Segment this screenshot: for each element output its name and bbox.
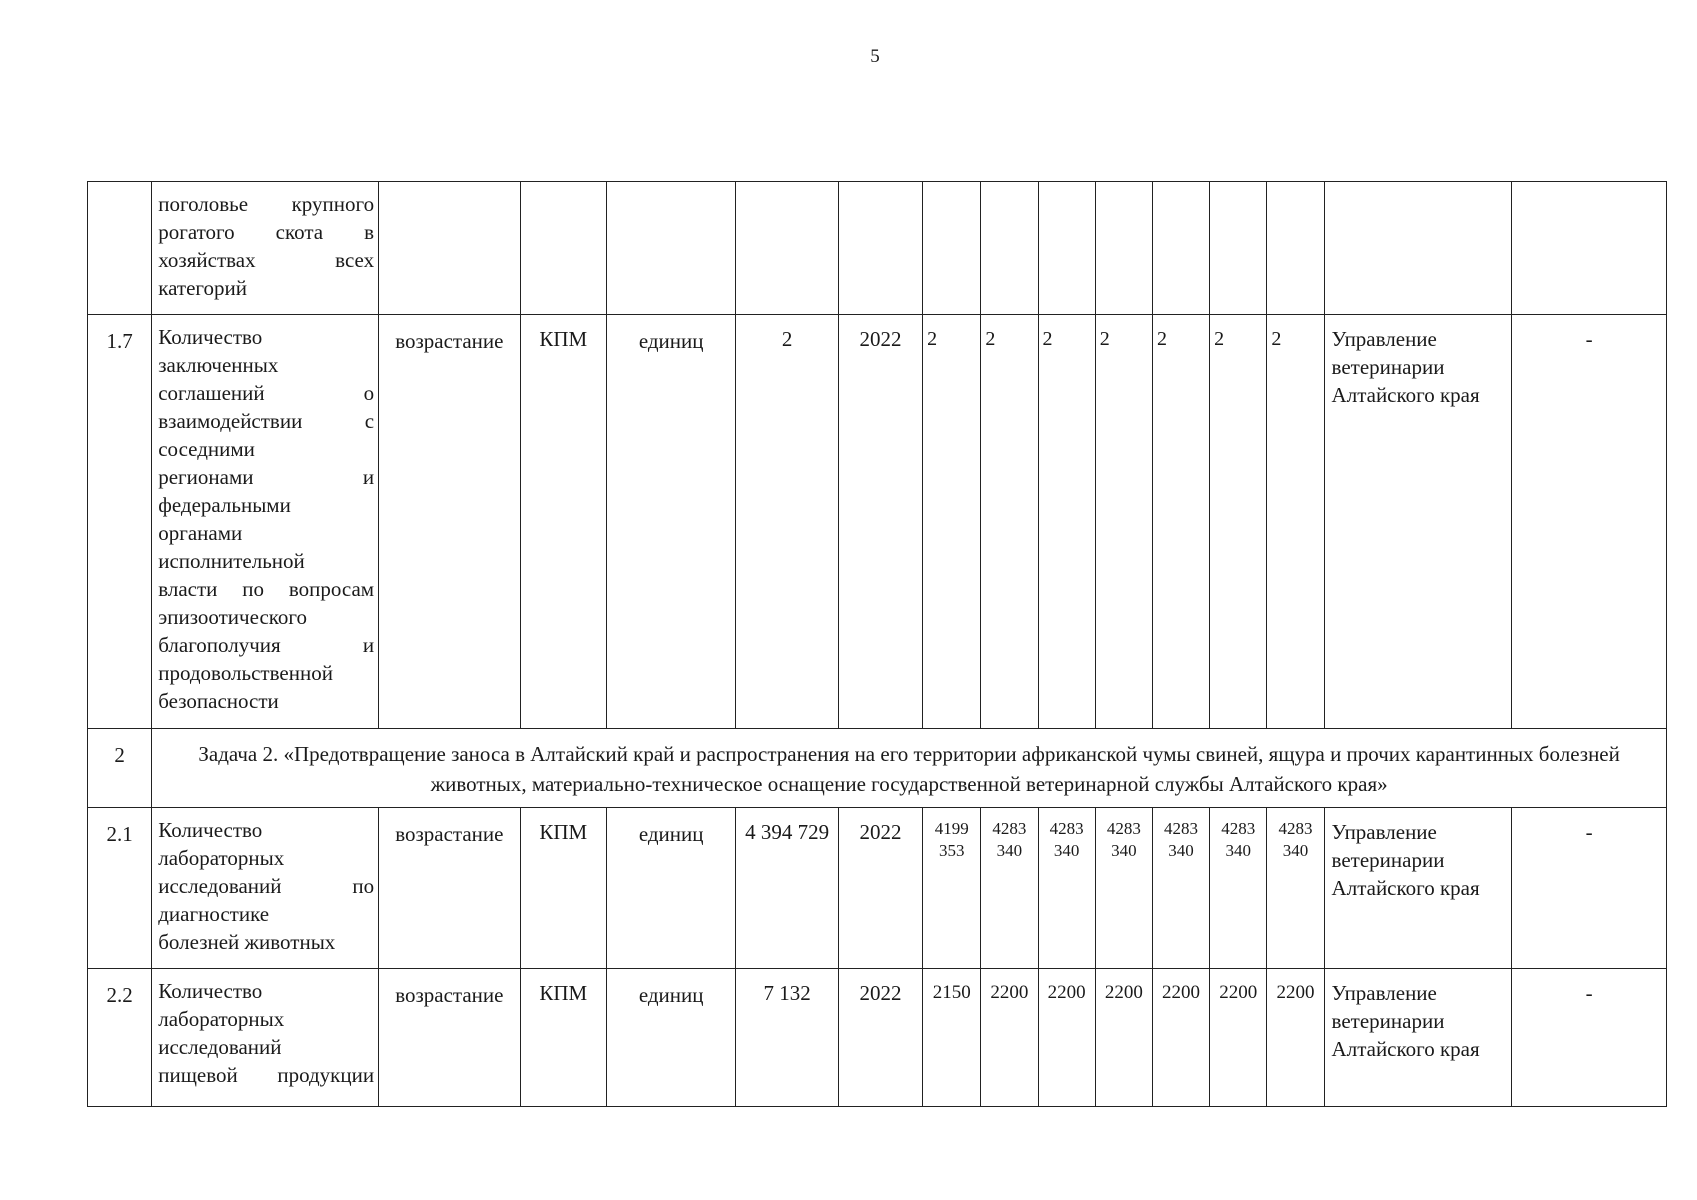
cell-value: 2 xyxy=(981,315,1038,729)
cell-unit xyxy=(606,182,735,315)
cell-source: КПМ xyxy=(520,808,606,969)
indicator-name-word: скота xyxy=(275,220,324,244)
indicator-name-word: власти xyxy=(158,577,218,601)
cell-base-year: 2022 xyxy=(838,969,922,1107)
cell-value: 2200 xyxy=(981,969,1038,1107)
table-row-2-2 xyxy=(88,969,1667,1107)
cell-num: 2 xyxy=(88,729,152,808)
indicator-name-word: в xyxy=(364,220,375,244)
cell-value xyxy=(1095,182,1152,315)
cell-indicator-name xyxy=(152,182,379,315)
indicator-name-word: заключенных xyxy=(158,353,279,377)
indicator-name-word: и xyxy=(362,465,375,489)
cell-value: 2200 xyxy=(1210,969,1267,1107)
cell-indicator-name xyxy=(152,315,379,729)
cell-direction: возрастание xyxy=(379,315,521,729)
indicator-name-line xyxy=(158,274,374,302)
indicator-name-word: Количество xyxy=(158,818,263,842)
indicator-name-line xyxy=(158,928,374,956)
indicator-name-word: взаимодействии xyxy=(158,409,303,433)
indicator-name-word: соседними xyxy=(158,437,255,461)
indicator-name-line xyxy=(158,246,374,274)
indicator-name-line xyxy=(158,218,374,246)
cell-value: 2200 xyxy=(1095,969,1152,1107)
cell-value: 2 xyxy=(923,315,981,729)
cell-indicator-name xyxy=(152,808,379,969)
cell-value: 2 xyxy=(1267,315,1324,729)
indicator-name-word: лабораторных xyxy=(158,1007,285,1031)
cell-responsible: Управление ветеринарии Алтайского края xyxy=(1324,315,1512,729)
cell-value: 2200 xyxy=(1038,969,1095,1107)
cell-base-value: 7 132 xyxy=(736,969,838,1107)
indicator-name-line xyxy=(158,603,374,631)
indicator-name-line xyxy=(158,351,374,379)
cell-unit: единиц xyxy=(606,969,735,1107)
indicator-name-line xyxy=(158,1005,374,1033)
cell-value: 2 xyxy=(1038,315,1095,729)
indicator-name-line xyxy=(158,491,374,519)
indicator-name-word: с xyxy=(364,409,375,433)
indicator-name-line xyxy=(158,900,374,928)
indicator-name-line xyxy=(158,872,374,900)
indicators-table xyxy=(87,181,1667,1107)
table-row-1-7 xyxy=(88,315,1667,729)
cell-value: 2150 xyxy=(923,969,981,1107)
table-row-task-2 xyxy=(88,729,1667,808)
indicator-name-line xyxy=(158,323,374,351)
cell-value: 4283 340 xyxy=(1038,808,1095,969)
cell-value: 2200 xyxy=(1152,969,1209,1107)
cell-unit: единиц xyxy=(606,808,735,969)
indicator-name-line xyxy=(158,407,374,435)
cell-value xyxy=(1038,182,1095,315)
cell-direction: возрастание xyxy=(379,969,521,1107)
cell-responsible: Управление ветеринарии Алтайского края xyxy=(1324,969,1512,1107)
indicator-name-word: исполнительной xyxy=(158,549,305,573)
indicator-name-line xyxy=(158,379,374,407)
indicator-name-word: всех xyxy=(335,248,375,272)
cell-value: 4283 340 xyxy=(1152,808,1209,969)
indicator-name-word: соглашений xyxy=(158,381,265,405)
cell-num xyxy=(88,182,152,315)
cell-num: 1.7 xyxy=(88,315,152,729)
indicator-name-word: продукции xyxy=(277,1063,375,1087)
indicator-name-word: благополучия xyxy=(158,633,281,657)
cell-value xyxy=(1152,182,1209,315)
cell-note: - xyxy=(1512,808,1667,969)
cell-unit: единиц xyxy=(606,315,735,729)
indicator-name-word: безопасности xyxy=(158,689,279,713)
indicator-name-word: лабораторных xyxy=(158,846,285,870)
indicator-name-word: хозяйствах xyxy=(158,248,256,272)
indicator-name-line xyxy=(158,1061,374,1089)
cell-base-value: 4 394 729 xyxy=(736,808,838,969)
cell-note xyxy=(1512,182,1667,315)
indicator-name-line xyxy=(158,1033,374,1061)
indicator-name-word: поголовье xyxy=(158,192,249,216)
indicator-name-word: и xyxy=(362,633,375,657)
cell-source: КПМ xyxy=(520,969,606,1107)
indicator-name-word: продовольственной xyxy=(158,661,333,685)
indicator-name-line xyxy=(158,435,374,463)
cell-base-year xyxy=(838,182,922,315)
indicator-name-line xyxy=(158,519,374,547)
indicator-name-word: исследований xyxy=(158,1035,282,1059)
indicator-name-word: федеральными xyxy=(158,493,291,517)
cell-value: 2200 xyxy=(1267,969,1324,1107)
table-row-continuation xyxy=(88,182,1667,315)
indicator-name-word: исследований xyxy=(158,874,282,898)
indicator-name-line xyxy=(158,463,374,491)
indicator-name-word: органами xyxy=(158,521,243,545)
cell-source: КПМ xyxy=(520,315,606,729)
cell-direction xyxy=(379,182,521,315)
indicator-name-line xyxy=(158,547,374,575)
cell-base-year: 2022 xyxy=(838,808,922,969)
cell-value: 4283 340 xyxy=(981,808,1038,969)
cell-value xyxy=(981,182,1038,315)
indicator-name-line xyxy=(158,631,374,659)
indicator-name-line xyxy=(158,977,374,1005)
cell-value: 2 xyxy=(1152,315,1209,729)
cell-value: 4283 340 xyxy=(1210,808,1267,969)
cell-value: 2 xyxy=(1095,315,1152,729)
cell-base-value xyxy=(736,182,838,315)
indicator-name-word: крупного xyxy=(291,192,375,216)
cell-note: - xyxy=(1512,969,1667,1107)
cell-note: - xyxy=(1512,315,1667,729)
indicator-name-word: категорий xyxy=(158,276,247,300)
indicator-name-word: по xyxy=(242,577,265,601)
cell-responsible xyxy=(1324,182,1512,315)
indicator-name-word: о xyxy=(363,381,375,405)
cell-value: 2 xyxy=(1210,315,1267,729)
indicator-name-word: диагностике xyxy=(158,902,270,926)
indicator-name-line xyxy=(158,816,374,844)
cell-value xyxy=(1210,182,1267,315)
cell-base-value: 2 xyxy=(736,315,838,729)
indicator-name-word: вопросам xyxy=(288,577,375,601)
cell-value: 4283 340 xyxy=(1095,808,1152,969)
indicator-name-line xyxy=(158,575,374,603)
task-heading: Задача 2. «Предотвращение заноса в Алтайский край и распространения на его территории африканской чумы свиней, ящура и прочих карантинных болезней животных, материально-техническое оснащение государственной ветеринарной службы Алтайского края» xyxy=(152,729,1667,808)
cell-source xyxy=(520,182,606,315)
cell-value: 4283 340 xyxy=(1267,808,1324,969)
indicator-name-word: эпизоотического xyxy=(158,605,307,629)
indicator-name-word: рогатого xyxy=(158,220,235,244)
table-row-2-1 xyxy=(88,808,1667,969)
cell-num: 2.1 xyxy=(88,808,152,969)
cell-num: 2.2 xyxy=(88,969,152,1107)
cell-value: 4199 353 xyxy=(923,808,981,969)
cell-value xyxy=(1267,182,1324,315)
cell-value xyxy=(923,182,981,315)
indicator-name-word: Количество xyxy=(158,979,263,1003)
indicator-name-line xyxy=(158,659,374,687)
cell-direction: возрастание xyxy=(379,808,521,969)
cell-indicator-name xyxy=(152,969,379,1107)
page-number: 5 xyxy=(870,46,880,67)
indicator-name-word: пищевой xyxy=(158,1063,238,1087)
indicator-name-line xyxy=(158,844,374,872)
indicator-name-word: по xyxy=(352,874,375,898)
indicator-name-word: болезней животных xyxy=(158,930,336,954)
indicator-name-line xyxy=(158,687,374,715)
indicator-name-line xyxy=(158,190,374,218)
cell-responsible: Управление ветеринарии Алтайского края xyxy=(1324,808,1512,969)
indicator-name-word: Количество xyxy=(158,325,263,349)
cell-base-year: 2022 xyxy=(838,315,922,729)
indicator-name-word: регионами xyxy=(158,465,254,489)
